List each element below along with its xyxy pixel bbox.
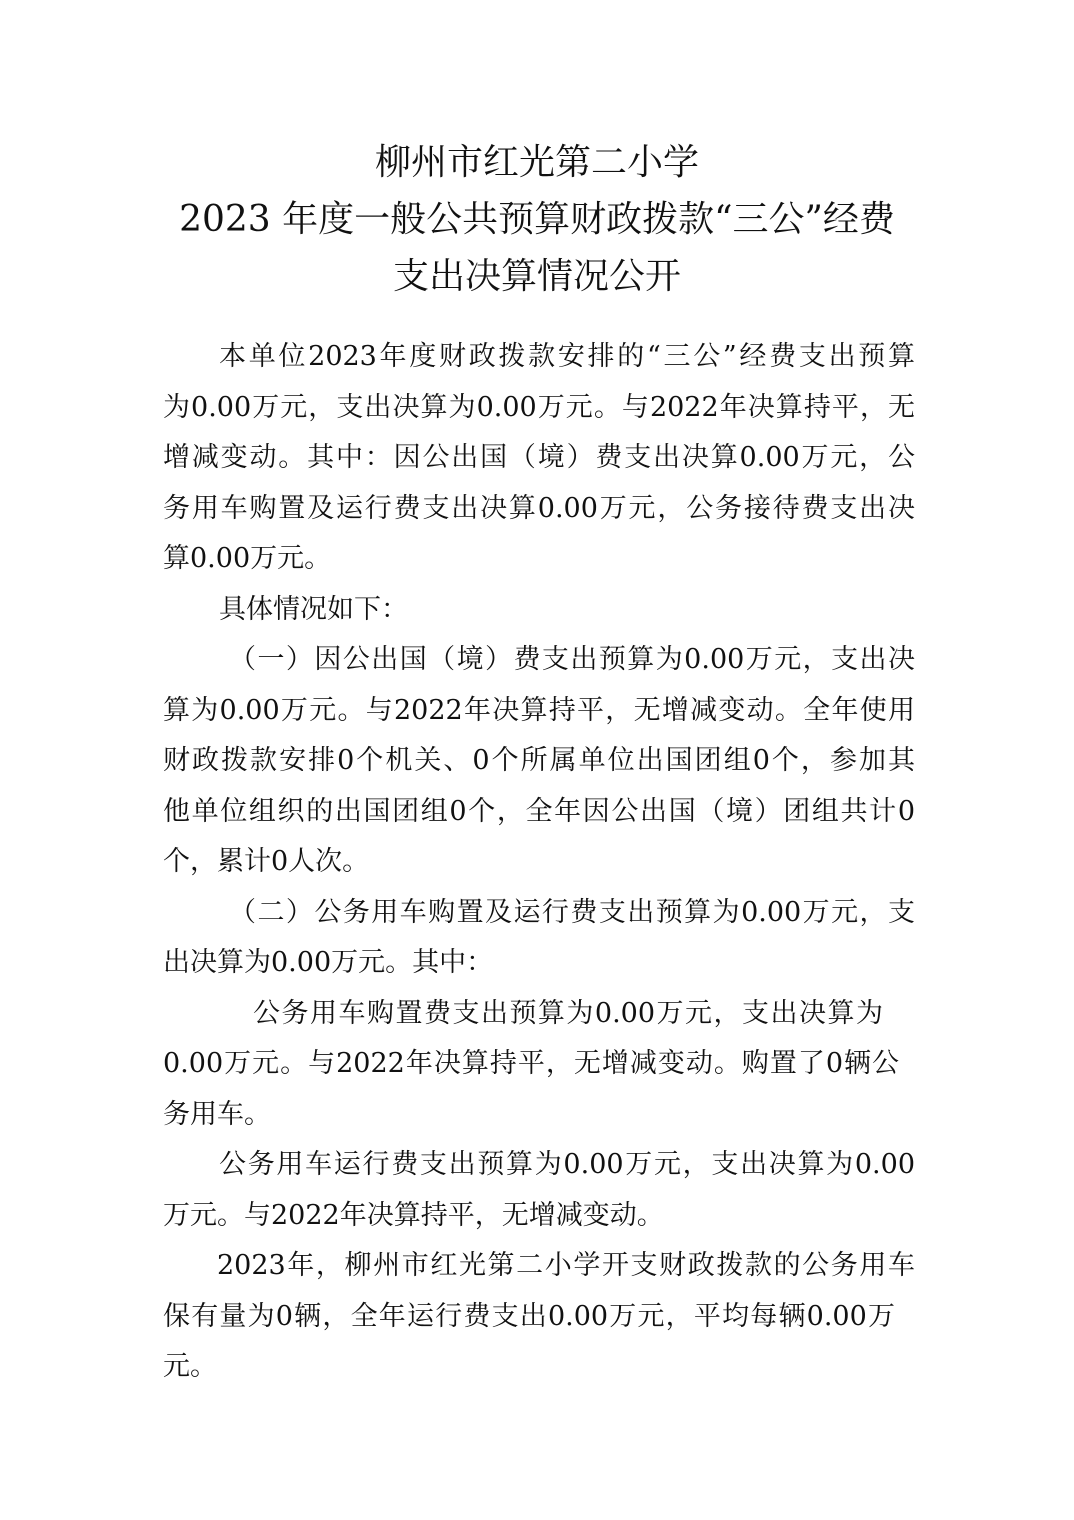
vehicle-purchase-line-3: 务用车。 (163, 1098, 271, 1130)
section-1-line-1: （一）因公出国（境）费支出预算为0.00万元，支出决 (229, 644, 915, 675)
section-1-line-2: 算为0.00万元。与2022年决算持平，无增减变动。全年使用 (163, 694, 915, 726)
vehicle-purchase-line-2: 0.00万元。与2022年决算持平，无增减变动。购置了0辆公 (163, 1048, 899, 1079)
title-line-2: 2023 年度一般公共预算财政拨款“三公”经费 (179, 199, 895, 240)
paragraph-1-line-3: 增减变动。其中：因公出国（境）费支出决算0.00万元，公 (163, 442, 915, 473)
document-title (100, 134, 974, 305)
vehicle-holdings-line-1: 2023年，柳州市红光第二小学开支财政拨款的公务用车 (217, 1250, 915, 1281)
paragraph-2-line-1: 具体情况如下： (219, 593, 408, 625)
vehicle-operation-line-2: 万元。与2022年决算持平，无增减变动。 (163, 1199, 664, 1231)
vehicle-operation-line-1: 公务用车运行费支出预算为0.00万元，支出决算为0.00 (219, 1149, 915, 1180)
title-line-1: 柳州市红光第二小学 (374, 142, 699, 183)
paragraph-1-line-5: 算0.00万元。 (163, 543, 332, 574)
vehicle-holdings-line-3: 元。 (163, 1351, 217, 1382)
paragraph-1-line-1: 本单位2023年度财政拨款安排的“三公”经费支出预算 (219, 341, 915, 372)
paragraph-1-line-4: 务用车购置及运行费支出决算0.00万元，公务接待费支出决 (163, 492, 915, 524)
section-1-line-4: 他单位组织的出国团组0个，全年因公出国（境）团组共计0 (163, 795, 915, 827)
title-line-3: 支出决算情况公开 (392, 256, 681, 297)
vehicle-purchase-line-1: 公务用车购置费支出预算为0.00万元，支出决算为 (253, 997, 883, 1029)
section-1-line-3: 财政拨款安排0个机关、0个所属单位出国团组0个，参加其 (163, 745, 915, 776)
document-body (163, 332, 915, 1393)
vehicle-holdings-line-2: 保有量为0辆，全年运行费支出0.00万元，平均每辆0.00万 (163, 1300, 895, 1332)
section-2-line-1: （二）公务用车购置及运行费支出预算为0.00万元，支 (229, 896, 915, 928)
section-1-line-5: 个，累计0人次。 (163, 846, 370, 877)
paragraph-1-line-2: 为0.00万元，支出决算为0.00万元。与2022年决算持平，无 (163, 391, 915, 423)
section-2-line-2: 出决算为0.00万元。其中： (163, 947, 494, 978)
